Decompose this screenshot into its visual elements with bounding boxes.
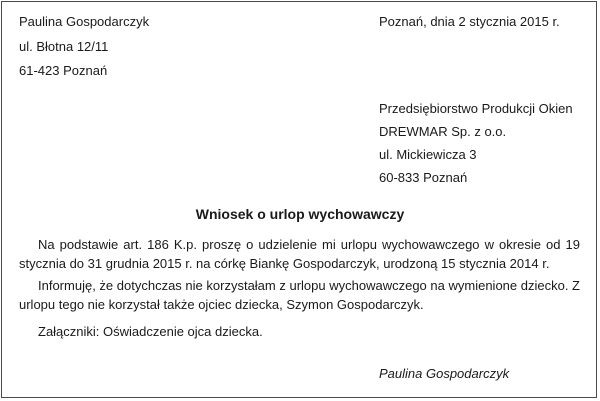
body-paragraph-1: Na podstawie art. 186 K.p. proszę o udzielenie mi urlopu wychowawczego w okresie od 19 stycznia do 31 grudnia 2015 r. na córkę Biankę Gospodarczyk, urodzoną 15 stycznia 2014 r. <box>19 237 580 271</box>
place-date: Poznań, dnia 2 stycznia 2015 r. <box>379 14 560 29</box>
recipient-line-2: DREWMAR Sp. z o.o. <box>379 124 507 139</box>
body-paragraph-2: Informuję, że dotychczas nie korzystałam z urlopu wychowawczego na wymienione dziecko. Z urlopu tego nie korzystał także ojciec dziecka, Szymon Gospodarczyk. <box>19 278 580 312</box>
attachments-line: Załączniki: Oświadczenie ojca dziecka. <box>38 324 263 339</box>
sender-city: 61-423 Poznań <box>19 63 108 78</box>
recipient-line-3: ul. Mickiewicza 3 <box>379 147 477 162</box>
recipient-line-1: Przedsiębiorstwo Produkcji Okien <box>379 101 573 116</box>
signature: Paulina Gospodarczyk <box>379 366 510 381</box>
recipient-line-4: 60-833 Poznań <box>379 170 468 185</box>
sender-street: ul. Błotna 12/11 <box>19 39 109 54</box>
sender-name: Paulina Gospodarczyk <box>19 14 150 29</box>
document-title: Wniosek o urlop wychowawczy <box>195 206 405 222</box>
